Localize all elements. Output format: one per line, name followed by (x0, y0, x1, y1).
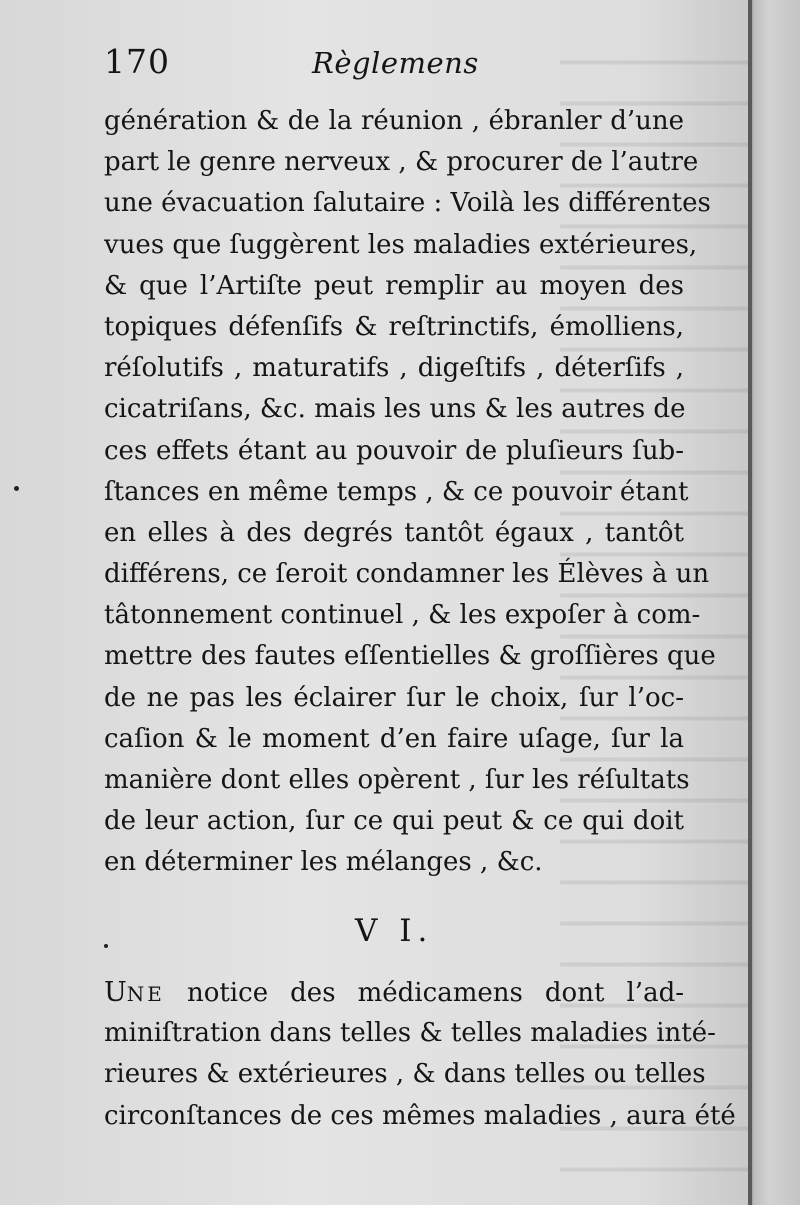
text-line: en elles à des degrés tantôt égaux , tantôt (104, 517, 684, 548)
page-number: 170 (104, 42, 170, 81)
text-line: vues que ſuggèrent les maladies extérieures, (104, 229, 698, 260)
section-heading: V I. (355, 913, 434, 949)
text-line: ces effets étant au pouvoir de pluſieurs ſub- (104, 435, 684, 466)
running-head: Règlemens (312, 46, 479, 80)
text-line: tâtonnement continuel , & les expoſer à com- (104, 600, 701, 631)
text-line: en déterminer les mélanges , &c. (104, 847, 543, 878)
initial-capital: U (104, 977, 127, 1008)
text-line: différens, ce ſeroit condamner les Élèves à un (104, 559, 710, 590)
text-line: cicatriſans, &c. mais les uns & les autres de (104, 394, 686, 425)
text-line: & que l’Artiſte peut remplir au moyen des (104, 270, 684, 301)
text-line: rieures & extérieures , & dans telles ou telles (104, 1059, 706, 1090)
text-line: de ne pas les éclairer ſur le choix, ſur l’oc- (104, 682, 684, 713)
opening-line-text: notice des médicamens dont l’ad- (164, 978, 684, 1008)
paragraph-2 (104, 972, 736, 1137)
text-line: mettre des fautes eſſentielles & groſſières que (104, 641, 716, 672)
paper-speck (14, 486, 19, 491)
text-line: circonſtances de ces mêmes maladies , aura été (104, 1100, 736, 1131)
text-line: manière dont elles opèrent , ſur les réſultats (104, 765, 690, 795)
page-gutter (748, 0, 752, 1205)
facing-page-edge (748, 0, 800, 1205)
text-line: réſolutifs , maturatifs , digeſtifs , déterſifs , (104, 353, 684, 384)
text-line: part le genre nerveux , & procurer de l’autre (104, 147, 699, 178)
paper-speck (104, 944, 108, 948)
text-line: ſtances en même temps , & ce pouvoir étant (104, 476, 689, 507)
text-line: une évacuation ſalutaire : Voilà les différentes (104, 188, 711, 219)
text-line-opening (104, 972, 684, 1013)
text-line: génération & de la réunion , ébranler d’une (104, 106, 684, 136)
text-line: de leur action, ſur ce qui peut & ce qui doit (104, 806, 684, 837)
text-line: topiques défenſifs & reſtrinctifs, émolliens, (104, 311, 684, 342)
paragraph-1 (104, 101, 716, 884)
small-caps-lead: NE (126, 982, 165, 1006)
text-line: miniſtration dans telles & telles maladies inté- (104, 1018, 716, 1049)
text-line: caſion & le moment d’en faire uſage, ſur la (104, 723, 684, 754)
